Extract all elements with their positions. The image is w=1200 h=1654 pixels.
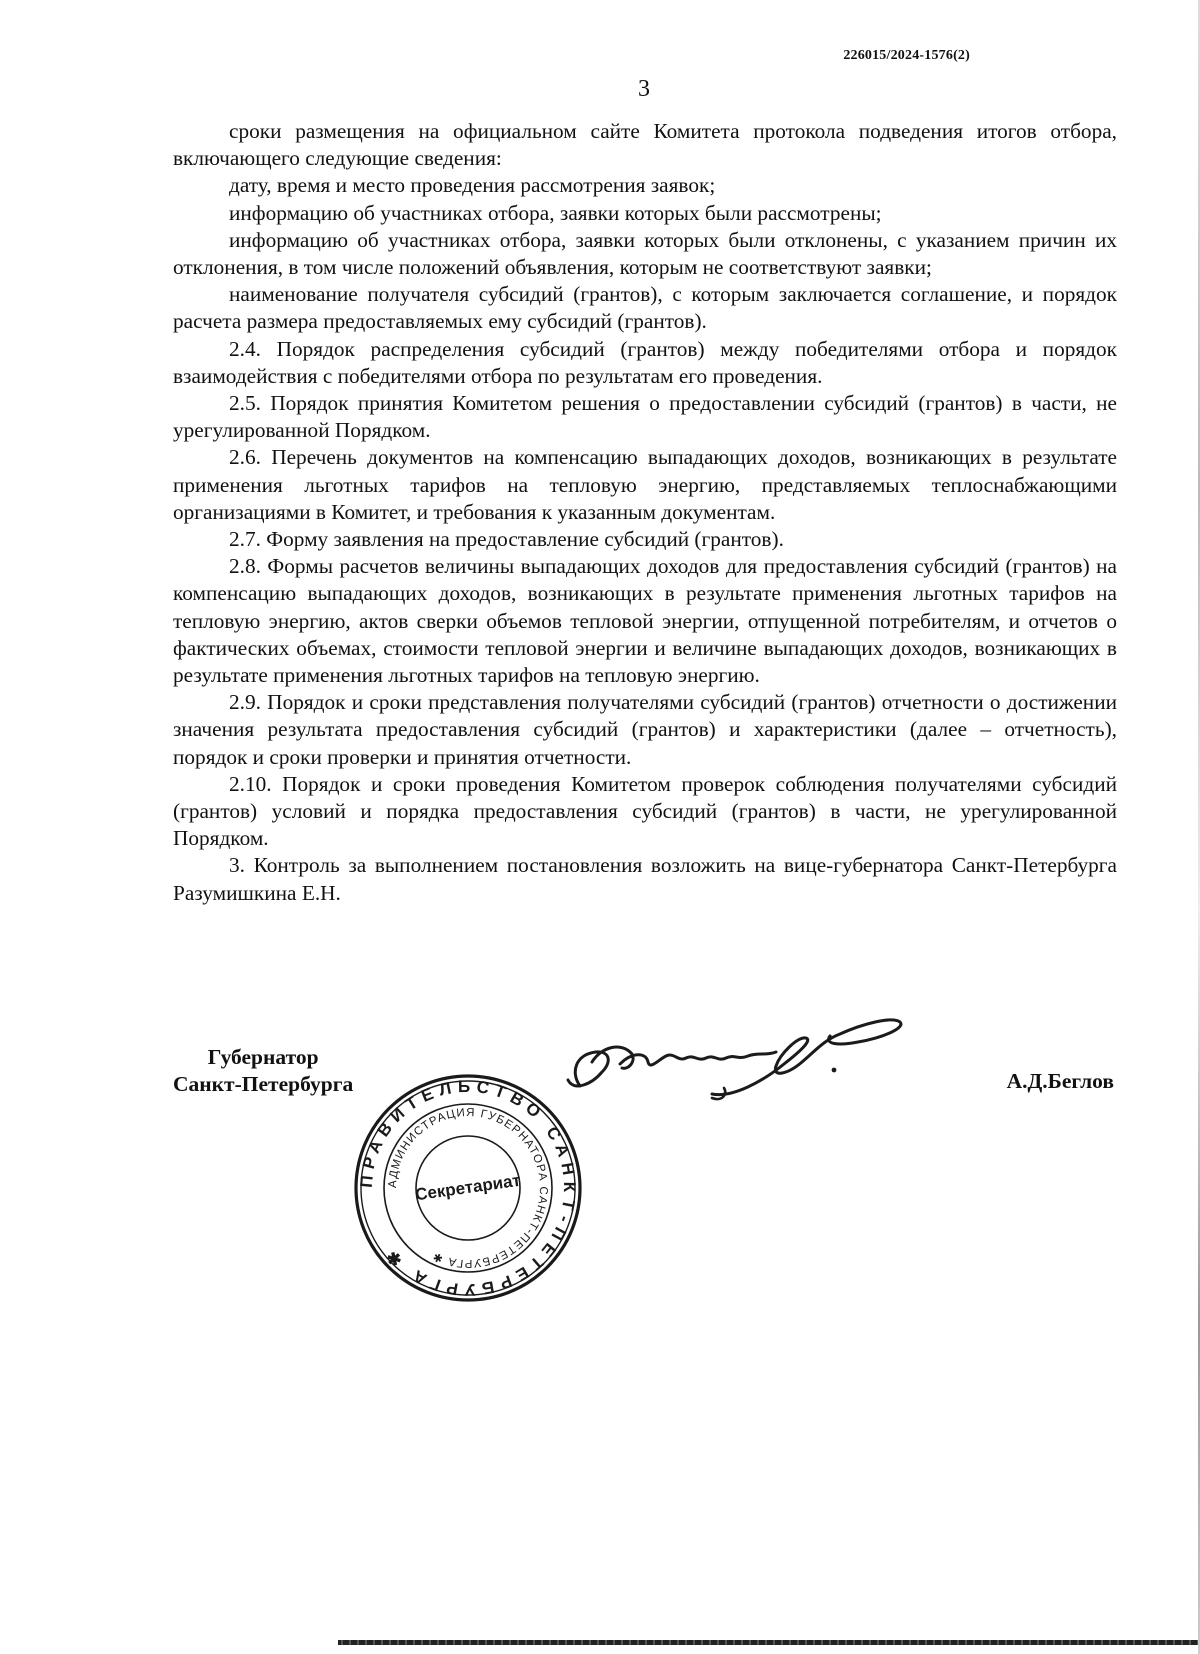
handwritten-signature bbox=[562, 1002, 912, 1112]
signatory-title-line: Губернатор bbox=[207, 1045, 319, 1069]
document-body bbox=[173, 118, 1117, 907]
document-registration-number: 226015/2024-1576(2) bbox=[843, 48, 970, 63]
svg-text:АДМИНИСТРАЦИЯ ГУБЕРНАТОРА САНК: АДМИНИСТРАЦИЯ ГУБЕРНАТОРА САНКТ-ПЕТЕРБУРГА ✱ bbox=[386, 1106, 550, 1270]
paragraph-2-7: 2.7. Форму заявления на предоставление субсидий (грантов). bbox=[229, 527, 784, 552]
official-seal bbox=[352, 1072, 584, 1304]
seal-center-text: Секретариат bbox=[414, 1170, 522, 1205]
paragraph-2-10: 2.10. Порядок и сроки проведения Комитетом проверок соблюдения получателями субсидий (грантов) условий и порядка предоставления субсидий (грантов) в части, не урегулированной Порядком. bbox=[173, 771, 1117, 851]
paragraph: информацию об участниках отбора, заявки которых были отклонены, с указанием причин их отклонения, в том числе положений объявления, которым не соответствуют заявки; bbox=[173, 227, 1117, 280]
paragraph-2-8: 2.8. Формы расчетов величины выпадающих доходов для предоставления субсидий (грантов) на компенсацию выпадающих доходов, возникающих в результате применения льготных тарифов на тепловую энергию, актов сверки объемов тепловой энергии, отпущенной потребителям, и отчетов о фактических объемах, стоимости тепловой энергии и величине выпадающих доходов, возникающих в результате применения льготных тарифов на тепловую энергию. bbox=[173, 554, 1117, 688]
paragraph-2-9: 2.9. Порядок и сроки представления получателями субсидий (грантов) отчетности о достижении значения результата предоставления субсидий (грантов) и характеристики (далее – отчетность), порядок и сроки проверки и принятия отчетности. bbox=[173, 690, 1117, 769]
paragraph: сроки размещения на официальном сайте Комитета протокола подведения итогов отбора, включающего следующие сведения: bbox=[173, 119, 1117, 171]
paragraph-2-4: 2.4. Порядок распределения субсидий (грантов) между победителями отбора и порядок взаимодействия с победителями отбора по результатам его проведения. bbox=[173, 336, 1117, 388]
signatory-title bbox=[173, 1044, 353, 1098]
paragraph-2-6: 2.6. Перечень документов на компенсацию выпадающих доходов, возникающих в результате применения льготных тарифов на тепловую энергию, представляемых теплоснабжающими организациями в Комитет, и требования к указанным документам. bbox=[173, 445, 1117, 524]
paragraph: наименование получателя субсидий (грантов), с которым заключается соглашение, и порядок расчета размера предоставляемых ему субсидий (грантов). bbox=[173, 282, 1117, 334]
scan-edge-line bbox=[338, 1640, 1200, 1645]
paragraph-2-5: 2.5. Порядок принятия Комитетом решения о предоставлении субсидий (грантов) в части, не урегулированной Порядком. bbox=[173, 391, 1117, 443]
paragraph: дату, время и место проведения рассмотрения заявок; bbox=[229, 173, 716, 198]
paragraph-3: 3. Контроль за выполнением постановления возложить на вице-губернатора Санкт-Петербурга Разумишкина Е.Н. bbox=[173, 853, 1117, 905]
page-number: 3 bbox=[638, 76, 650, 102]
svg-text:ПРАВИТЕЛЬСТВО САНКТ-ПЕТЕРБУРГА: ПРАВИТЕЛЬСТВО САНКТ-ПЕТЕРБУРГА ✱ bbox=[356, 1076, 580, 1300]
signatory-name: А.Д.Беглов bbox=[1006, 1069, 1114, 1093]
paragraph: информацию об участниках отбора, заявки которых были рассмотрены; bbox=[229, 200, 882, 225]
signatory-title-line: Санкт-Петербурга bbox=[173, 1072, 354, 1096]
